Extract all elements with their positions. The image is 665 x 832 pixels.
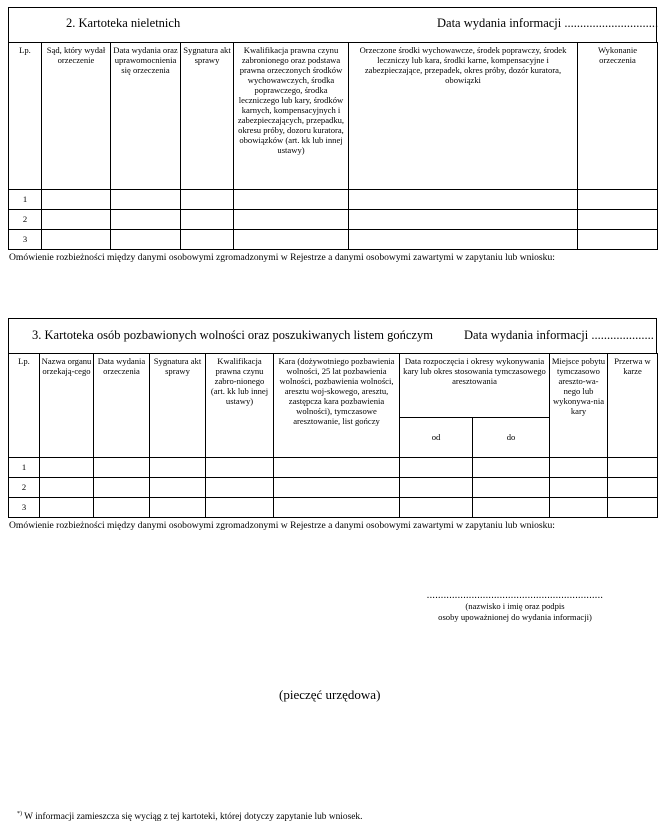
row-number: 3	[9, 498, 40, 518]
section3-table	[8, 353, 658, 518]
s3-col-penalty: Kara (dożywotniego pozbawienia wolności, 25 lat pozbawienia wolności, pozbawienia wolności, aresztu woj-skowego, aresztu, zastępcza kara pozbawienia wolności), tymczasowe aresztowanie, list gończy	[274, 354, 400, 458]
s3-col-period: Data rozpoczęcia i okresy wykonywania kary lub okres stosowania tymczasowego aresztowania	[400, 354, 550, 418]
table-row	[9, 230, 658, 250]
signature-dots: ...............................................................	[426, 590, 604, 601]
official-seal-label: (pieczęć urzędowa)	[279, 687, 381, 702]
s2-col-signature: Sygnatura akt sprawy	[181, 43, 234, 190]
s2-col-lp: Lp.	[9, 43, 42, 190]
row-number: 3	[9, 230, 42, 250]
s2-col-date: Data wydania oraz uprawomocnienia się orzeczenia	[111, 43, 181, 190]
s3-col-qualification: Kwalifikacja prawna czynu zabro-nionego (art. kk lub innej ustawy)	[206, 354, 274, 458]
s2-col-measures: Orzeczone środki wychowawcze, środek poprawczy, środek leczniczy lub kara, środki karne, kompensacyjne i zabezpieczające, przepadek, okres próby, dozór kuratora, obowiązki	[349, 43, 578, 190]
section2-date-label: Data wydania informacji ..............................	[437, 16, 659, 30]
s3-col-authority: Nazwa organu orzekają-cego	[40, 354, 94, 458]
section2-table	[8, 42, 658, 250]
s2-col-execution: Wykonanie orzeczenia	[578, 43, 658, 190]
footnote-text: W informacji zamieszcza się wyciąg z tej kartoteki, której dotyczy zapytanie lub wniosek.	[22, 812, 363, 823]
table-row	[9, 478, 658, 498]
footnote-mark: *)	[17, 811, 22, 817]
table-row	[9, 210, 658, 230]
section3-date-label: Data wydania informacji ....................	[464, 328, 654, 342]
s3-col-lp: Lp.	[9, 354, 40, 458]
row-number: 2	[9, 210, 42, 230]
row-number: 2	[9, 478, 40, 498]
s3-col-date: Data wydania orzeczenia	[94, 354, 150, 458]
s2-col-qualification: Kwalifikacja prawna czynu zabronionego oraz podstawa prawna orzeczonych środków wychowawczych, środka poprawczego, środka leczniczego lub kary, środków karnych, kompensacyjnych i zabezpieczających, przepadku, okresu próby, dozoru kuratora, obowiązków (art. kk lub innej ustawy)	[234, 43, 349, 190]
table-row	[9, 190, 658, 210]
section3-note: Omówienie rozbieżności między danymi osobowymi zgromadzonymi w Rejestrze a danymi osobowymi zawartymi w zapytaniu lub wniosku:	[9, 520, 555, 531]
row-number: 1	[9, 458, 40, 478]
section2-title: 2. Kartoteka nieletnich	[66, 16, 181, 30]
signature-caption-line1: (nazwisko i imię oraz podpis	[465, 601, 565, 611]
s3-col-place: Miejsce pobytu tymczasowo areszto-wa-nego lub wykonywa-nia kary	[550, 354, 608, 458]
s3-subcol-from: od	[400, 418, 473, 458]
s3-col-break: Przerwa w karze	[608, 354, 658, 458]
signature-caption-line2: osoby upoważnionej do wydania informacji)	[438, 612, 592, 622]
row-number: 1	[9, 190, 42, 210]
section3-title: 3. Kartoteka osób pozbawionych wolności oraz poszukiwanych listem gończym	[32, 328, 433, 342]
section2-note: Omówienie rozbieżności między danymi osobowymi zgromadzonymi w Rejestrze a danymi osobowymi zawartymi w zapytaniu lub wniosku:	[9, 252, 555, 263]
s3-col-signature: Sygnatura akt sprawy	[150, 354, 206, 458]
table-row	[9, 458, 658, 478]
s3-subcol-to: do	[473, 418, 550, 458]
table-row	[9, 498, 658, 518]
footnote	[17, 811, 362, 822]
s2-col-court: Sąd, który wydał orzeczenie	[42, 43, 111, 190]
